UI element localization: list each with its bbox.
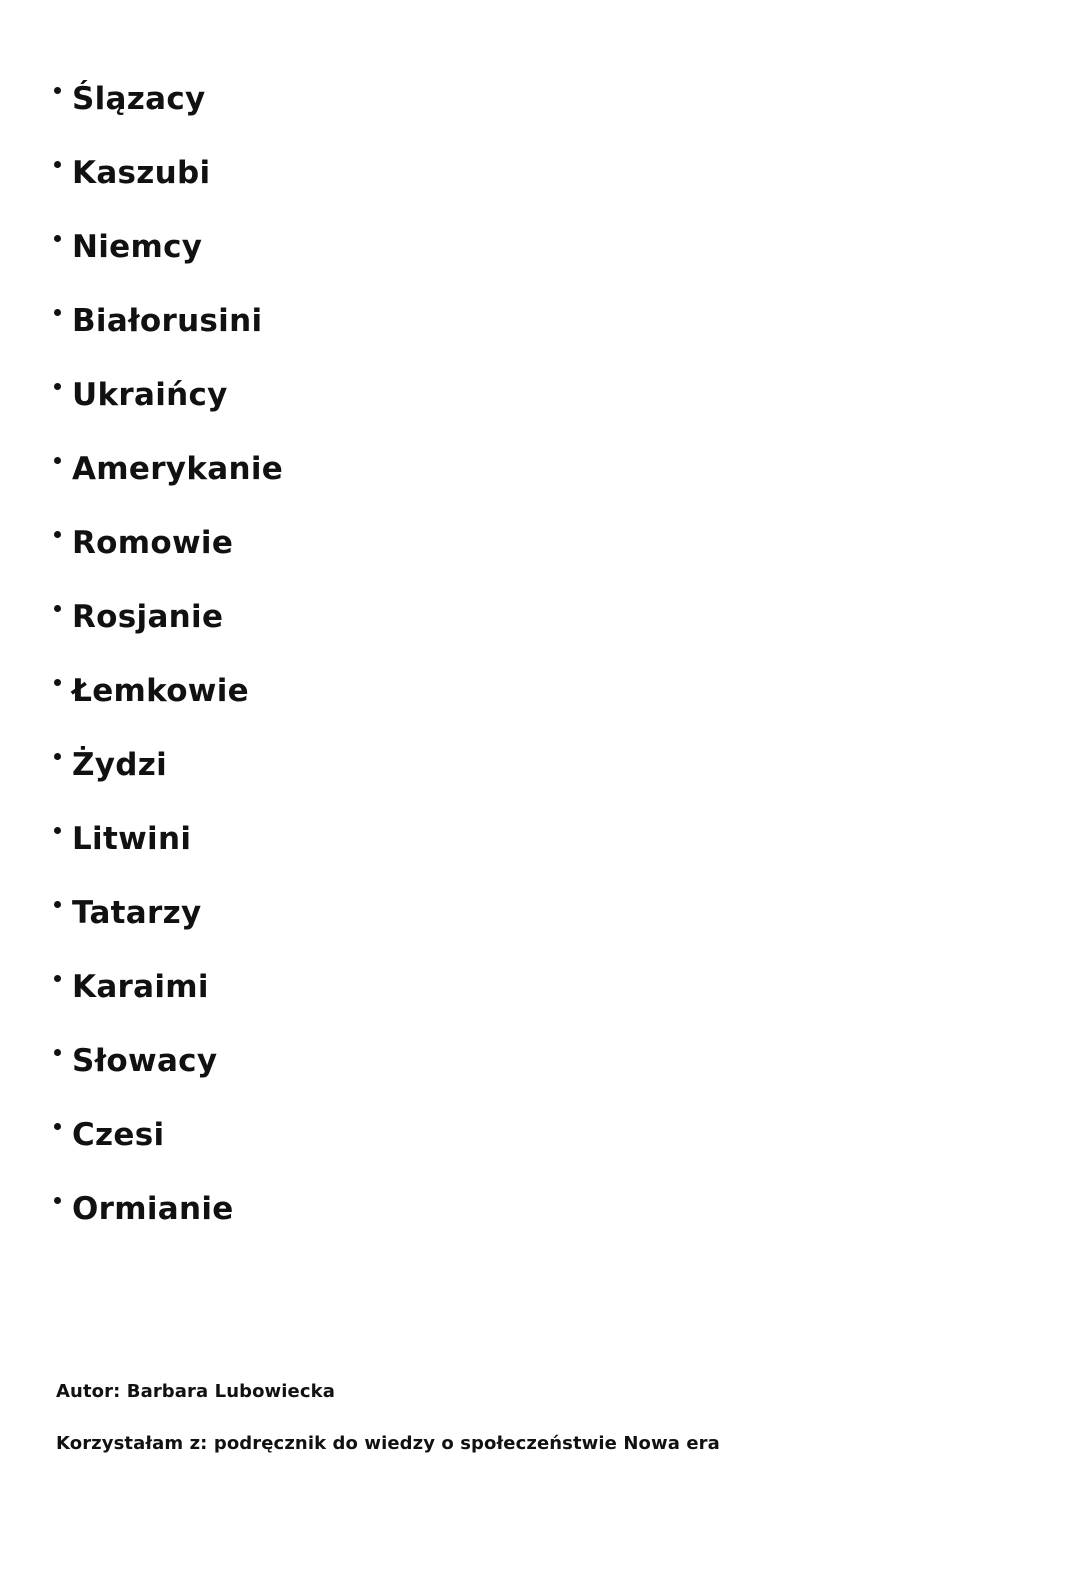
- list-item: [54, 358, 283, 432]
- bullet-icon: [54, 605, 61, 612]
- list-item: [54, 802, 283, 876]
- bullet-icon: [54, 309, 61, 316]
- list-item: [54, 284, 283, 358]
- bullet-icon: [54, 383, 61, 390]
- bullet-icon: [54, 827, 61, 834]
- bullet-icon: [54, 1197, 61, 1204]
- list-item: [54, 728, 283, 802]
- bullet-icon: [54, 87, 61, 94]
- list-item: [54, 432, 283, 506]
- list-item: [54, 654, 283, 728]
- list-item: [54, 62, 283, 136]
- list-item: [54, 1098, 283, 1172]
- list-item: [54, 580, 283, 654]
- list-item-label: Litwini: [72, 821, 192, 857]
- bullet-icon: [54, 975, 61, 982]
- list-item-label: Czesi: [72, 1117, 165, 1153]
- list-item-label: Ślązacy: [72, 81, 206, 117]
- list-item-label: Żydzi: [72, 747, 168, 783]
- list-item: [54, 1024, 283, 1098]
- bullet-icon: [54, 235, 61, 242]
- list-item: [54, 950, 283, 1024]
- bullet-icon: [54, 161, 61, 168]
- minorities-list: [54, 62, 283, 1246]
- bullet-icon: [54, 1123, 61, 1130]
- list-item-label: Karaimi: [72, 969, 209, 1005]
- list-item-label: Słowacy: [72, 1043, 218, 1079]
- list-item: [54, 506, 283, 580]
- source-credit: Korzystałam z: podręcznik do wiedzy o społeczeństwie Nowa era: [56, 1433, 720, 1454]
- author-credit: Autor: Barbara Lubowiecka: [56, 1381, 335, 1402]
- bullet-icon: [54, 753, 61, 760]
- list-item: [54, 1172, 283, 1246]
- list-item-label: Białorusini: [72, 303, 263, 339]
- bullet-icon: [54, 901, 61, 908]
- list-item-label: Ormianie: [72, 1191, 234, 1227]
- list-item-label: Łemkowie: [72, 673, 250, 709]
- bullet-icon: [54, 531, 61, 538]
- list-item-label: Niemcy: [72, 229, 203, 265]
- bullet-icon: [54, 1049, 61, 1056]
- list-item-label: Tatarzy: [72, 895, 202, 931]
- bullet-icon: [54, 457, 61, 464]
- list-item-label: Ukraińcy: [72, 377, 228, 413]
- bullet-icon: [54, 679, 61, 686]
- list-item: [54, 876, 283, 950]
- list-item-label: Kaszubi: [72, 155, 211, 191]
- list-item-label: Romowie: [72, 525, 234, 561]
- list-item: [54, 210, 283, 284]
- list-item: [54, 136, 283, 210]
- list-item-label: Amerykanie: [72, 451, 284, 487]
- list-item-label: Rosjanie: [72, 599, 224, 635]
